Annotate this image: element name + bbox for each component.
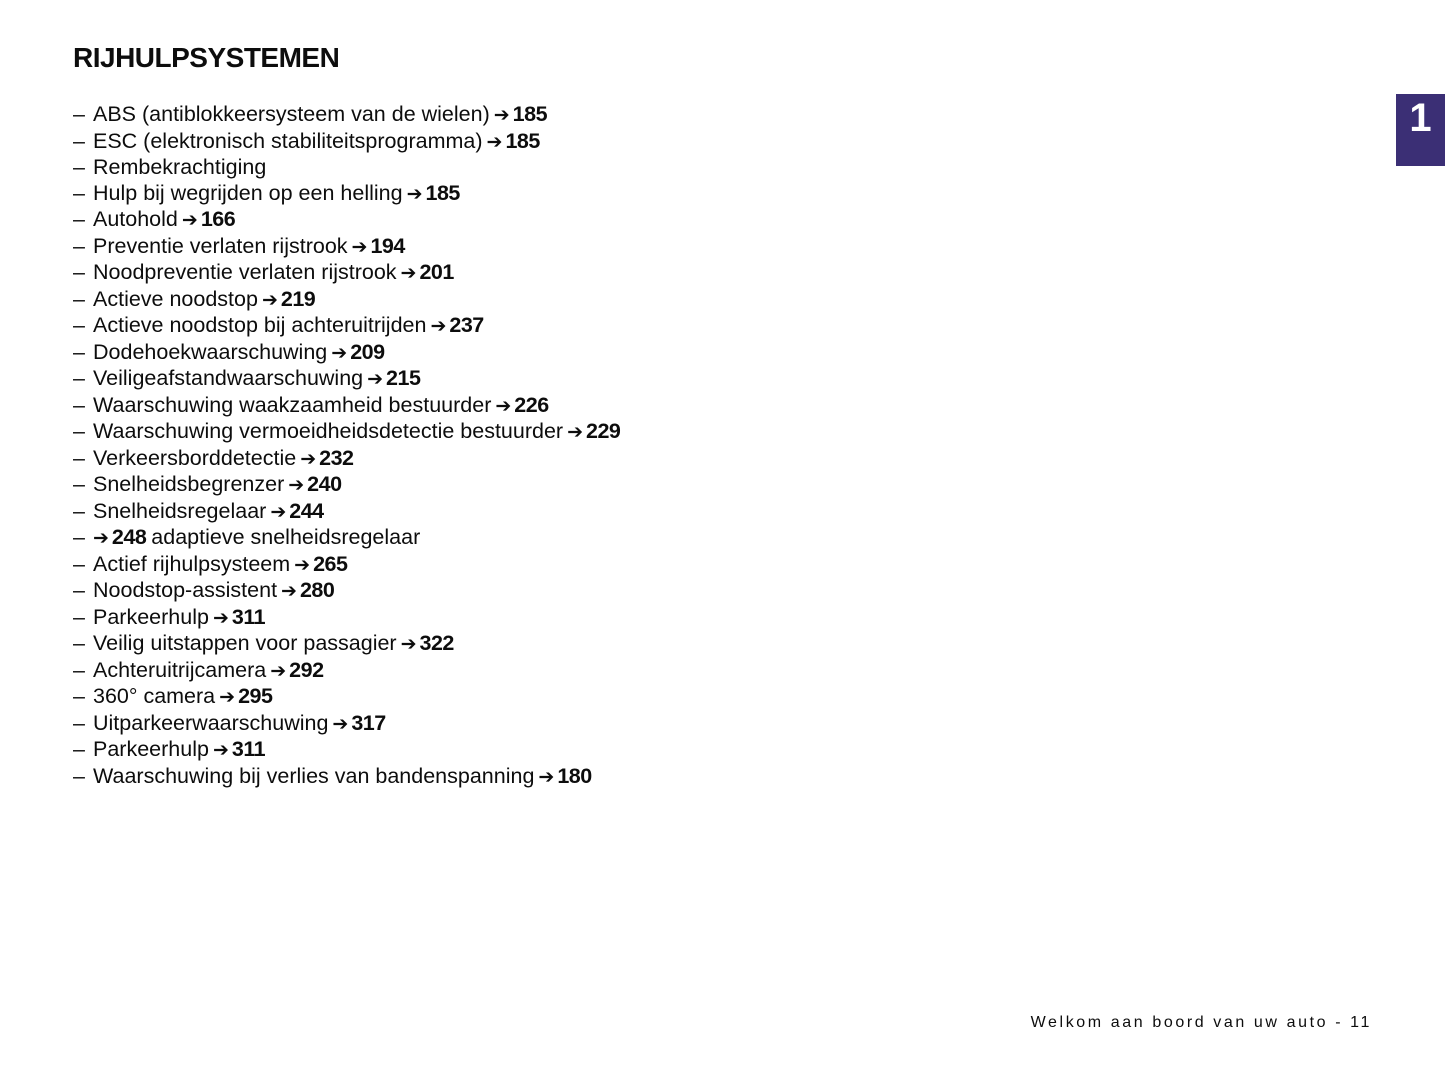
item-label: Autohold <box>93 207 178 231</box>
item-label: Waarschuwing vermoeidheidsdetectie bestuurder <box>93 419 564 443</box>
page-reference-link[interactable]: 237 <box>449 313 484 337</box>
list-dash: – <box>73 657 85 682</box>
item-label: Parkeerhulp <box>93 604 209 629</box>
arrow-right-icon: ➔ <box>495 395 512 417</box>
item-label: ESC (elektronisch stabiliteitsprogramma) <box>93 128 483 153</box>
arrow-right-icon: ➔ <box>219 687 236 708</box>
list-item <box>73 605 620 632</box>
list-item <box>73 472 620 499</box>
page-reference-link[interactable]: 244 <box>289 498 324 523</box>
page-reference-link[interactable]: 226 <box>514 392 549 417</box>
arrow-right-icon: ➔ <box>400 263 417 284</box>
chapter-tab[interactable]: 1 <box>1396 94 1445 166</box>
arrow-right-icon: ➔ <box>294 554 311 576</box>
list-dash: – <box>73 604 85 629</box>
page-reference-link[interactable]: 229 <box>585 419 621 443</box>
list-item <box>73 578 620 605</box>
page-reference-link[interactable]: 322 <box>419 631 454 655</box>
list-dash: – <box>73 155 85 179</box>
item-label: Waarschuwing bij verlies van bandenspanning <box>93 763 535 788</box>
item-label: Veilig uitstappen voor passagier <box>93 631 397 655</box>
item-label: Preventie verlaten rijstrook <box>93 233 348 258</box>
arrow-right-icon: ➔ <box>332 713 349 735</box>
arrow-right-icon: ➔ <box>331 342 348 364</box>
item-label: Hulp bij wegrijden op een helling <box>93 180 403 205</box>
page-reference-link[interactable]: 180 <box>557 763 592 788</box>
list-item <box>73 340 620 367</box>
item-label: Actieve noodstop <box>93 286 258 311</box>
arrow-right-icon: ➔ <box>430 316 447 337</box>
arrow-right-icon: ➔ <box>288 475 305 496</box>
item-label: Noodpreventie verlaten rijstrook <box>93 260 397 284</box>
list-dash: – <box>73 313 85 337</box>
page-reference-link[interactable]: 280 <box>299 578 335 602</box>
item-label: Uitparkeerwaarschuwing <box>93 710 329 735</box>
list-dash: – <box>73 710 85 735</box>
list-item <box>73 366 620 393</box>
page-reference-link[interactable]: 219 <box>280 286 316 311</box>
page-reference-link[interactable]: 215 <box>386 366 421 390</box>
item-label: Veiligeafstandwaarschuwing <box>93 366 364 390</box>
arrow-right-icon: ➔ <box>270 660 287 682</box>
page-reference-link[interactable]: 292 <box>289 657 324 682</box>
list-dash: – <box>73 472 85 496</box>
list-dash: – <box>73 233 85 258</box>
list-item <box>73 711 620 738</box>
list-item <box>73 499 620 526</box>
list-dash: – <box>73 498 85 523</box>
page-reference-link[interactable]: 265 <box>313 551 348 576</box>
list-item <box>73 234 620 261</box>
list-item <box>73 207 620 234</box>
list-item <box>73 393 620 420</box>
list-item <box>73 102 620 129</box>
item-label: Actieve noodstop bij achteruitrijden <box>93 313 427 337</box>
arrow-right-icon: ➔ <box>538 766 555 788</box>
list-dash: – <box>73 207 85 231</box>
page-footer: Welkom aan boord van uw auto - 11 <box>1030 1014 1372 1031</box>
list-dash: – <box>73 339 85 364</box>
page-reference-link[interactable]: 201 <box>419 260 454 284</box>
list-item <box>73 446 620 473</box>
item-label: Verkeersborddetectie <box>93 445 297 470</box>
list-item <box>73 684 620 711</box>
list-dash: – <box>73 763 85 788</box>
item-label: Achteruitrijcamera <box>93 657 267 682</box>
item-label: Noodstop-assistent <box>93 578 278 602</box>
arrow-right-icon: ➔ <box>493 105 510 126</box>
page-reference-link[interactable]: 209 <box>350 339 385 364</box>
page-reference-link[interactable]: 185 <box>512 102 548 126</box>
page-reference-link[interactable]: 311 <box>231 737 266 761</box>
item-label: Dodehoekwaarschuwing <box>93 339 328 364</box>
list-dash: – <box>73 392 85 417</box>
arrow-right-icon: ➔ <box>400 634 417 655</box>
item-label: adaptieve snelheidsregelaar <box>151 525 421 549</box>
arrow-right-icon: ➔ <box>181 210 198 231</box>
page-reference-link[interactable]: 240 <box>307 472 342 496</box>
arrow-right-icon: ➔ <box>567 422 583 443</box>
list-dash: – <box>73 128 85 153</box>
list-dash: – <box>73 525 85 549</box>
page-reference-link[interactable]: 248 <box>111 525 147 549</box>
arrow-right-icon: ➔ <box>93 528 109 549</box>
list-item <box>73 737 620 764</box>
list-dash: – <box>73 180 85 205</box>
arrow-right-icon: ➔ <box>486 131 503 153</box>
page-reference-link[interactable]: 194 <box>370 233 405 258</box>
page-reference-link[interactable]: 317 <box>351 710 386 735</box>
arrow-right-icon: ➔ <box>212 607 229 629</box>
arrow-right-icon: ➔ <box>406 183 423 205</box>
arrow-right-icon: ➔ <box>367 369 384 390</box>
item-label: Waarschuwing waakzaamheid bestuurder <box>93 392 492 417</box>
item-label: Snelheidsregelaar <box>93 498 267 523</box>
list-item <box>73 260 620 287</box>
arrow-right-icon: ➔ <box>270 501 287 523</box>
list-dash: – <box>73 631 85 655</box>
page-reference-link[interactable]: 232 <box>319 445 354 470</box>
list-item <box>73 287 620 314</box>
arrow-right-icon: ➔ <box>212 740 229 761</box>
list-dash: – <box>73 551 85 576</box>
list-dash: – <box>73 419 85 443</box>
page-reference-link[interactable]: 311 <box>231 604 266 629</box>
list-item <box>73 129 620 156</box>
list-dash: – <box>73 102 85 126</box>
page-reference-link[interactable]: 295 <box>238 684 273 708</box>
list-dash: – <box>73 684 85 708</box>
list-item <box>73 419 620 446</box>
list-dash: – <box>73 737 85 761</box>
arrow-right-icon: ➔ <box>281 581 297 602</box>
item-label: Actief rijhulpsysteem <box>93 551 291 576</box>
list-dash: – <box>73 286 85 311</box>
list-item <box>73 313 620 340</box>
page-reference-link[interactable]: 185 <box>425 180 460 205</box>
list-item <box>73 658 620 685</box>
page-title: RIJHULPSYSTEMEN <box>73 42 340 73</box>
list-dash: – <box>73 445 85 470</box>
list-item <box>73 631 620 658</box>
list-item <box>73 552 620 579</box>
list-item <box>73 155 620 181</box>
list-dash: – <box>73 260 85 284</box>
arrow-right-icon: ➔ <box>261 289 278 311</box>
item-label: 360° camera <box>93 684 216 708</box>
list-item <box>73 181 620 208</box>
list-item <box>73 525 620 552</box>
arrow-right-icon: ➔ <box>351 236 368 258</box>
driving-aids-list <box>73 102 620 790</box>
page-reference-link[interactable]: 166 <box>200 207 236 231</box>
list-item <box>73 764 620 791</box>
item-label: Parkeerhulp <box>93 737 209 761</box>
item-label: Rembekrachtiging <box>93 155 267 179</box>
page-reference-link[interactable]: 185 <box>505 128 540 153</box>
list-dash: – <box>73 578 85 602</box>
list-dash: – <box>73 366 85 390</box>
arrow-right-icon: ➔ <box>300 448 317 470</box>
item-label: ABS (antiblokkeersysteem van de wielen) <box>93 102 490 126</box>
item-label: Snelheidsbegrenzer <box>93 472 285 496</box>
